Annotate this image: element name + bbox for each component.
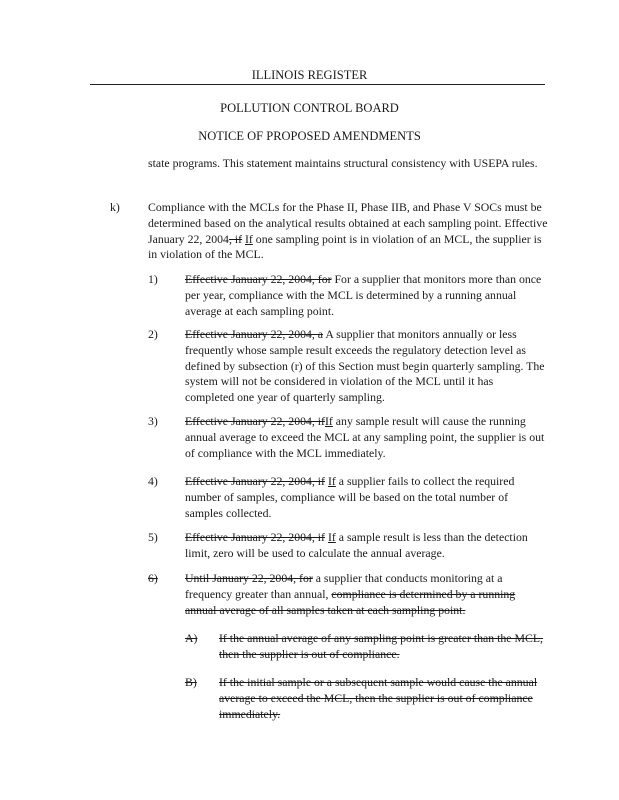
section-k-text-cont: one sampling point is in violation of an MCL, the supplier is in violation of the MCL. bbox=[148, 231, 542, 262]
item-5-inserted: If bbox=[327, 530, 336, 544]
sub-a-paragraph bbox=[219, 631, 547, 663]
item-3-inserted: If bbox=[325, 414, 333, 428]
item-4-label: 4) bbox=[148, 474, 158, 488]
item-1-deleted: Effective January 22, 2004, for bbox=[185, 272, 332, 286]
sub-b-label bbox=[185, 675, 197, 691]
item-5-text: a sample result is less than the detection limit, zero will be used to calculate the annual average. bbox=[185, 530, 528, 560]
item-3-label: 3) bbox=[148, 414, 158, 428]
register-heading: ILLINOIS REGISTER bbox=[251, 68, 368, 82]
section-k-text: Compliance with the MCLs for the Phase II, Phase IIB, and Phase V SOCs must be determined based on the analytical results obtained at each sampling point. Effective January 22, 2004 bbox=[148, 200, 548, 246]
item-6-label-text: 6) bbox=[148, 571, 158, 585]
item-2-deleted: Effective January 22, 2004, a bbox=[185, 327, 324, 341]
sub-b-deleted: If the initial sample or a subsequent sample would cause the annual average to exceed the MCL, then the supplier is out of compliance immediately. bbox=[219, 675, 538, 721]
section-k-paragraph bbox=[148, 200, 548, 263]
item-2-paragraph bbox=[185, 327, 545, 406]
header-rule bbox=[90, 84, 545, 85]
section-k-inserted: If bbox=[245, 231, 253, 246]
sub-b-paragraph bbox=[219, 675, 547, 722]
item-3-text: any sample result will cause the running annual average to exceed the MCL at any sampling point, the supplier is out of compliance with the MCL immediately. bbox=[185, 414, 545, 460]
item-6-label bbox=[148, 571, 158, 587]
sub-a-label bbox=[185, 631, 197, 647]
item-6-text: a supplier that conducts monitoring at a frequency greater than annual, bbox=[185, 571, 503, 601]
item-4-paragraph bbox=[185, 474, 545, 521]
item-1-label: 1) bbox=[148, 272, 158, 286]
section-k-label: k) bbox=[110, 200, 120, 214]
section-k-deleted: , if bbox=[228, 231, 243, 246]
item-1-paragraph bbox=[185, 272, 545, 319]
item-6-paragraph bbox=[185, 571, 545, 618]
item-6-deleted-2: compliance is determined by a running annual average of all samples taken at each sampling point. bbox=[185, 586, 516, 617]
item-4-inserted: If bbox=[327, 474, 336, 488]
item-2-text: A supplier that monitors annually or less frequently whose sample result exceeds the regulatory detection level as defined by subsection (r) of this Section must begin quarterly sampling. The system will not be considered in violation of the MCL until it has completed one year of quarterly sampling. bbox=[185, 327, 545, 405]
item-3-paragraph bbox=[185, 414, 545, 461]
item-3-deleted: Effective January 22, 2004, if bbox=[185, 414, 325, 428]
item-4-deleted: Effective January 22, 2004, if bbox=[185, 474, 325, 488]
item-6-deleted-1: Until January 22, 2004, for bbox=[185, 571, 313, 585]
item-5-deleted: Effective January 22, 2004, if bbox=[185, 530, 325, 544]
board-heading: POLLUTION CONTROL BOARD bbox=[220, 101, 399, 115]
item-5-paragraph bbox=[185, 530, 545, 562]
continuation-paragraph: state programs. This statement maintains structural consistency with USEPA rules. bbox=[148, 156, 538, 170]
item-2-label: 2) bbox=[148, 327, 158, 341]
sub-a-label-text: A) bbox=[185, 631, 198, 645]
sub-b-label-text: B) bbox=[185, 675, 197, 689]
item-4-text: a supplier fails to collect the required number of samples, compliance will be based on the total number of samples collected. bbox=[185, 474, 515, 520]
notice-heading: NOTICE OF PROPOSED AMENDMENTS bbox=[198, 129, 421, 143]
sub-a-deleted: If the annual average of any sampling point is greater than the MCL, then the supplier is out of compliance. bbox=[219, 631, 543, 661]
item-1-text: For a supplier that monitors more than once per year, compliance with the MCL is determined by a running annual average at each sampling point. bbox=[185, 272, 542, 318]
item-5-label: 5) bbox=[148, 530, 158, 544]
